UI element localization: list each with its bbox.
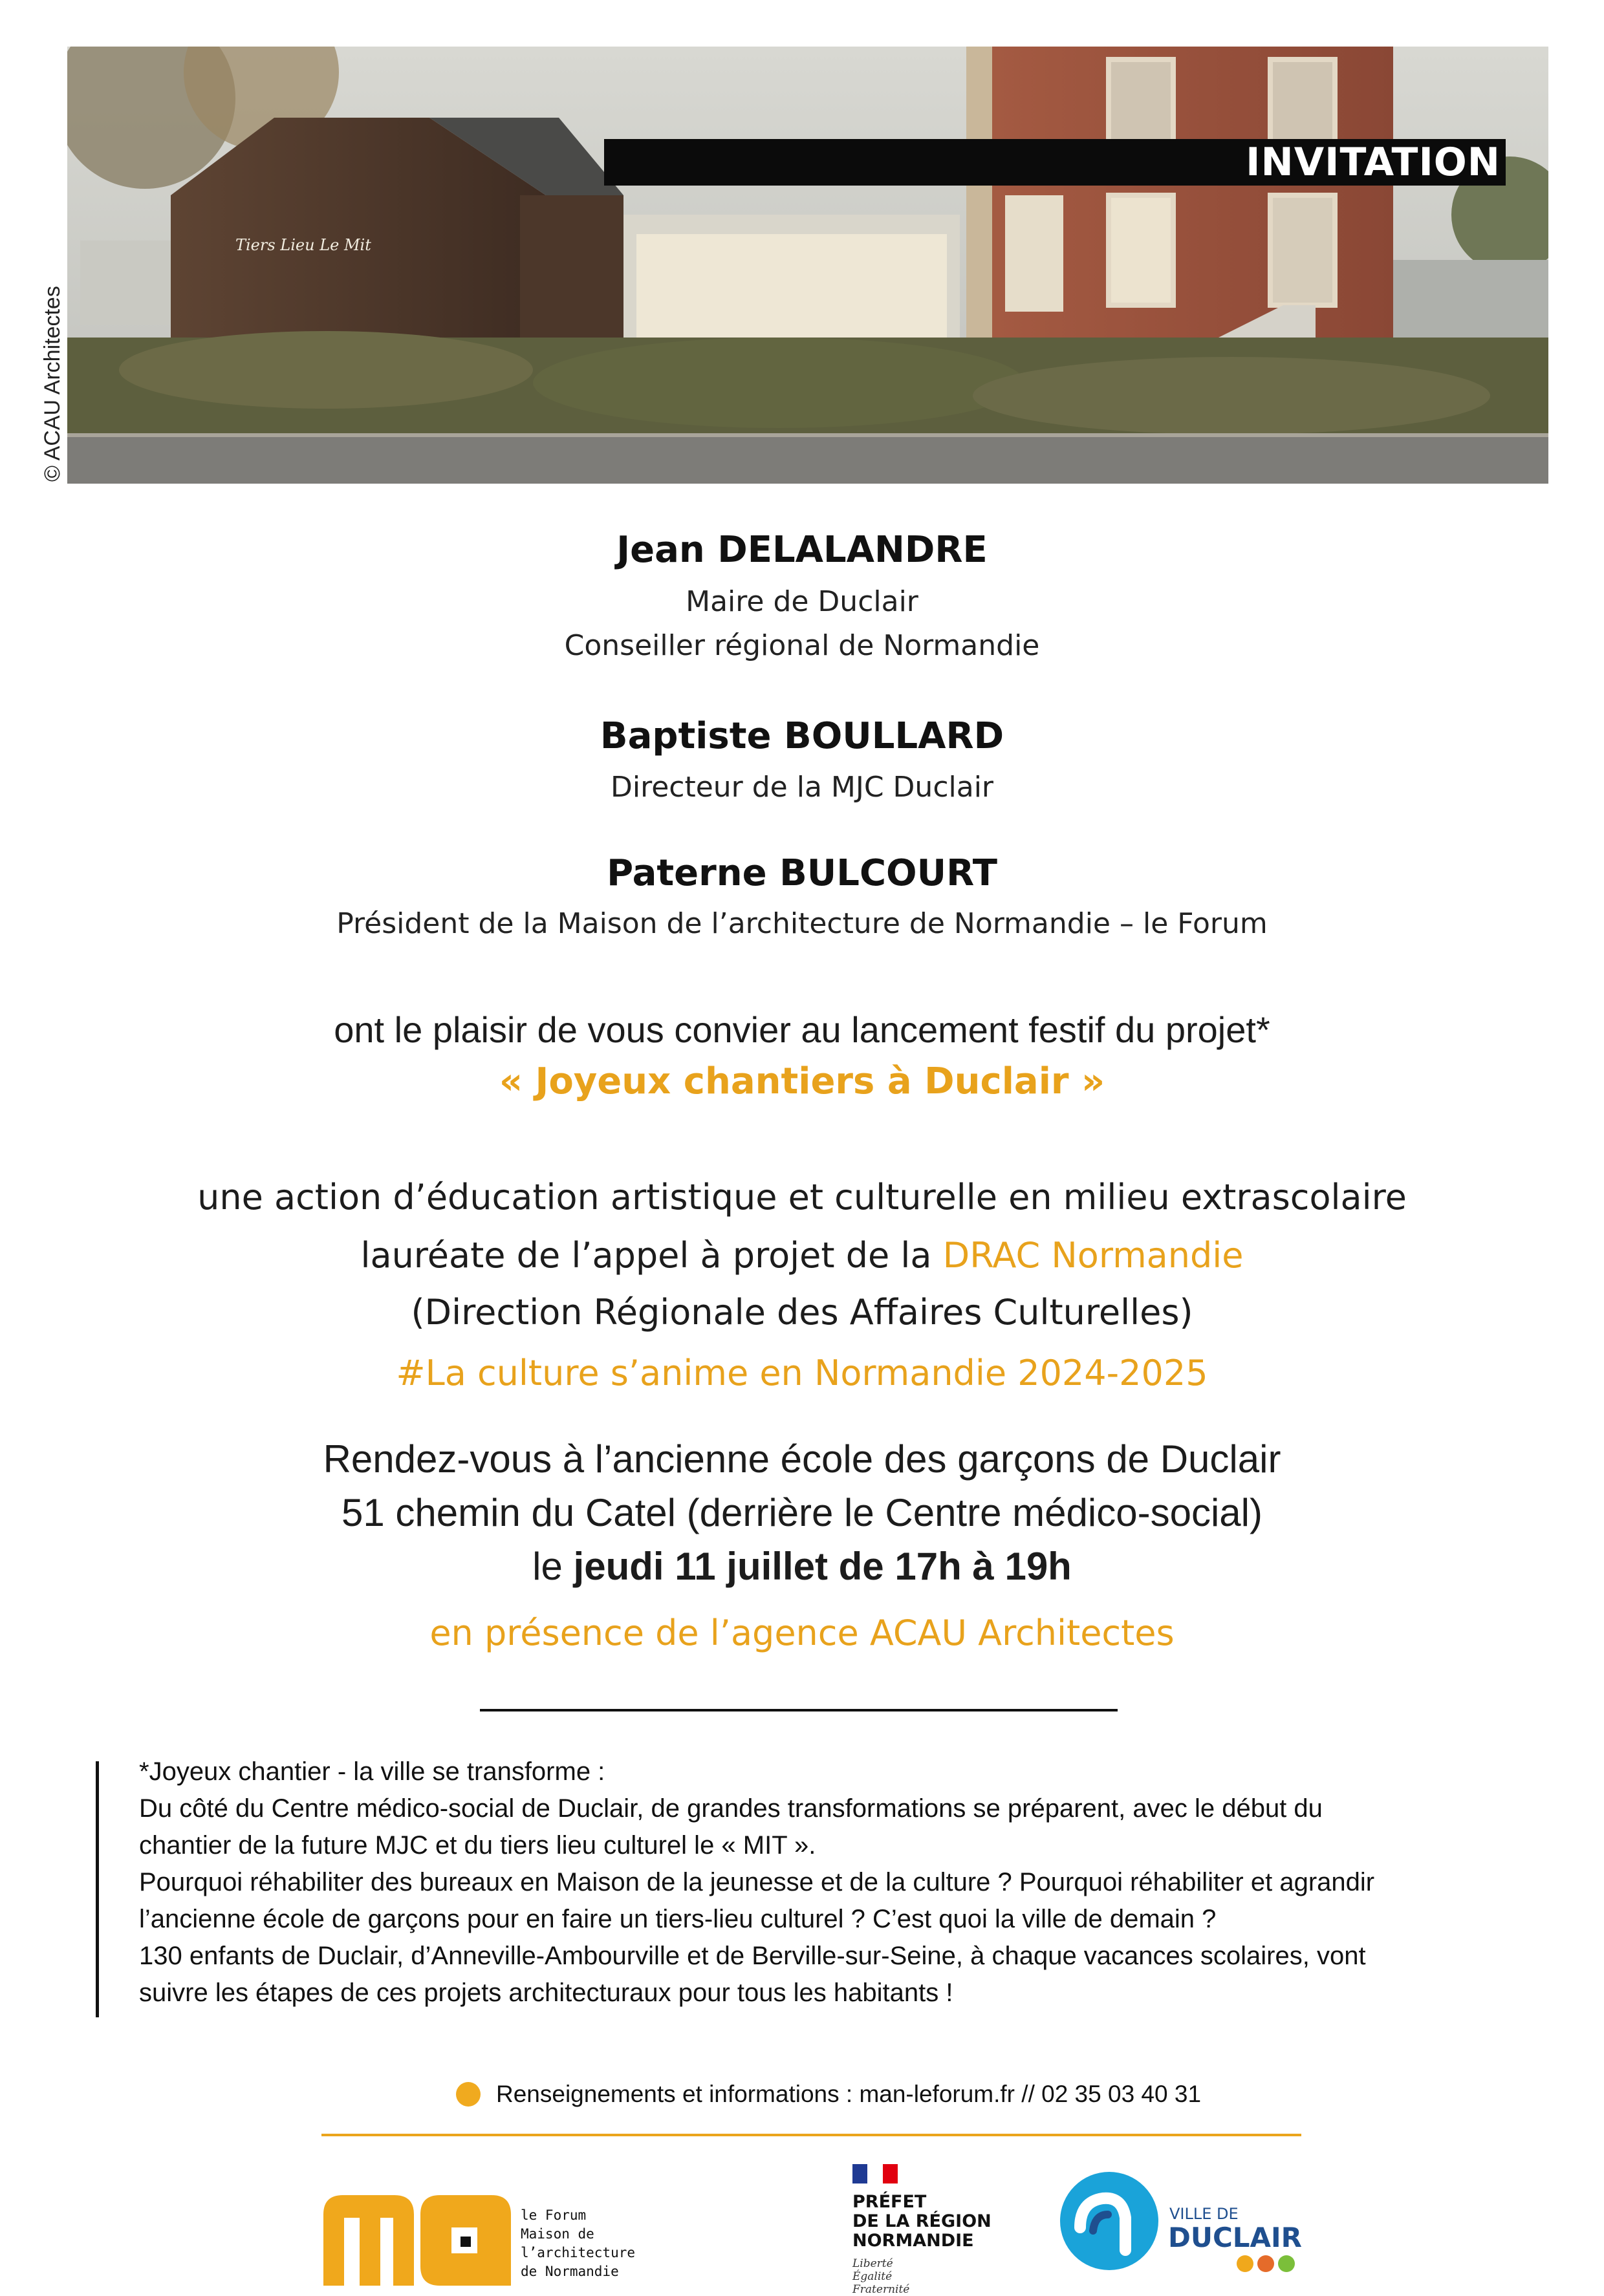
bullet-dot-icon	[456, 2082, 481, 2107]
date-bold: jeudi 11 juillet de 17h à 19h	[573, 1545, 1072, 1588]
ma-caption-line: l’architecture	[521, 2245, 636, 2260]
duclair-logo	[1057, 2169, 1161, 2276]
ma-logo-icon	[323, 2189, 511, 2286]
motto-line: Liberté	[852, 2257, 893, 2270]
info-row	[456, 2081, 1201, 2113]
duclair-title: DUCLAIR	[1168, 2222, 1303, 2253]
ma-caption	[521, 2206, 635, 2281]
footnote-block	[139, 1754, 1504, 2012]
address-line: 51 chemin du Catel (derrière le Centre médico-social)	[341, 1491, 1263, 1534]
host-name: Paterne BULCOURT	[607, 852, 997, 894]
presence-line: en présence de l’agence ACAU Architectes	[429, 1613, 1175, 1653]
host-role: Maire de Duclair	[686, 585, 918, 618]
photo-credit: © ACAU Architectes	[40, 286, 65, 482]
footnote-line: chantier de la future MJC et du tiers lieu culturel le « MIT ».	[139, 1831, 816, 1860]
ma-caption-line: le Forum	[521, 2207, 587, 2223]
ma-caption-line: de Normandie	[521, 2264, 619, 2279]
drac-highlight: DRAC Normandie	[942, 1235, 1244, 1276]
ma-logo	[323, 2189, 511, 2286]
hero-architectural-rendering	[67, 47, 1548, 484]
ma-caption-line: Maison de	[521, 2226, 594, 2242]
footnote-line: suivre les étapes de ces projets architecturaux pour tous les habitants !	[139, 1979, 953, 2007]
rendezvous-line: Rendez-vous à l’ancienne école des garçons de Duclair	[323, 1437, 1281, 1481]
host-name: Baptiste BOULLARD	[600, 715, 1004, 757]
date-prefix: le	[532, 1545, 574, 1588]
hashtag: #La culture s’anime en Normandie 2024-2025	[396, 1353, 1208, 1393]
hero-illustration	[67, 47, 1548, 484]
action-line: (Direction Régionale des Affaires Culturelles)	[411, 1292, 1193, 1333]
host-role: Président de la Maison de l’architecture de Normandie – le Forum	[336, 907, 1268, 940]
footnote-line: *Joyeux chantier - la ville se transforme :	[139, 1757, 605, 1786]
prefet-title-line: DE LA RÉGION	[852, 2211, 992, 2231]
project-title: « Joyeux chantiers à Duclair »	[499, 1060, 1105, 1102]
prefet-motto	[852, 2257, 992, 2296]
intro-text: ont le plaisir de vous convier au lancement festif du projet*	[334, 1009, 1270, 1050]
footnote-line: Pourquoi réhabiliter des bureaux en Maison de la jeunesse et de la culture ? Pourquoi réhabiliter et agrandir	[139, 1868, 1375, 1896]
action-line-drac	[0, 1235, 1604, 1276]
invitation-banner	[604, 139, 1506, 186]
duclair-subtitle: VILLE DE	[1169, 2205, 1239, 2223]
footnote-line: l’ancienne école de garçons pour en faire un tiers-lieu culturel ? C’est quoi la ville de demain ?	[139, 1905, 1217, 1933]
divider-line	[480, 1709, 1118, 1711]
motto-line: Égalité	[852, 2270, 893, 2283]
prefet-title-line: PRÉFET	[852, 2192, 927, 2212]
footer-rule	[321, 2134, 1301, 2136]
prefet-logo	[852, 2164, 992, 2296]
svg-text:Tiers Lieu Le Mit: Tiers Lieu Le Mit	[235, 236, 371, 254]
duclair-dots-icon	[1235, 2253, 1300, 2278]
action-line-prefix: lauréate de l’appel à projet de la	[360, 1235, 943, 1276]
prefet-title-line: NORMANDIE	[852, 2231, 974, 2251]
host-role: Conseiller régional de Normandie	[564, 629, 1040, 662]
footnote-line: Du côté du Centre médico-social de Duclair, de grandes transformations se préparent, avec le début du	[139, 1794, 1323, 1823]
invitation-label: INVITATION	[1246, 140, 1501, 185]
date-line	[0, 1544, 1604, 1589]
duclair-emblem-icon	[1057, 2169, 1161, 2273]
info-text[interactable]: Renseignements et informations : man-leforum.fr // 02 35 03 40 31	[496, 2081, 1202, 2107]
note-left-rule	[96, 1761, 99, 2017]
host-role: Directeur de la MJC Duclair	[610, 771, 994, 804]
host-name: Jean DELALANDRE	[616, 529, 988, 571]
action-line: une action d’éducation artistique et culturelle en milieu extrascolaire	[197, 1177, 1407, 1218]
motto-line: Fraternité	[852, 2283, 910, 2296]
marianne-flag-icon	[852, 2164, 898, 2183]
footnote-line: 130 enfants de Duclair, d’Anneville-Ambourville et de Berville-sur-Seine, à chaque vacances scolaires, vont	[139, 1942, 1366, 1970]
